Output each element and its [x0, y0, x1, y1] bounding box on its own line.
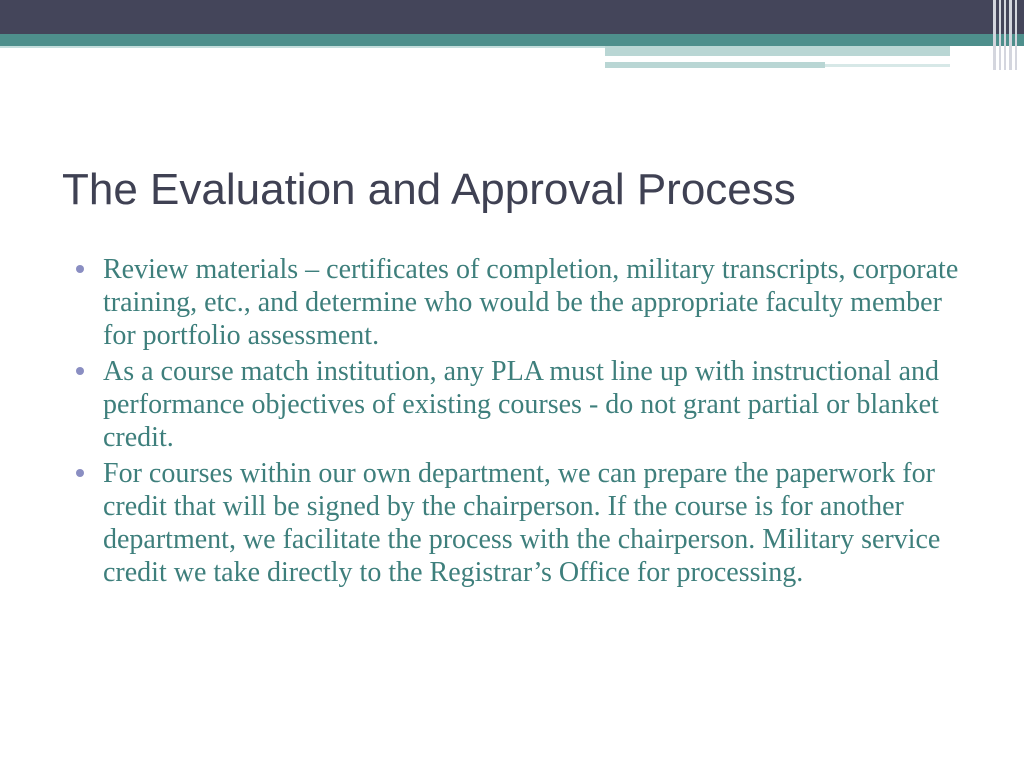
header-band-light — [605, 46, 950, 56]
bullet-item — [76, 457, 976, 589]
decorative-stripe — [993, 0, 996, 70]
bullet-list — [76, 253, 976, 592]
decorative-stripe — [1015, 0, 1017, 70]
header-band-dark — [0, 0, 1024, 34]
bullet-text: For courses within our own department, we can prepare the paperwork for credit that will be signed by the chairperson. If the course is for another department, we facilitate the process with the chairperson. Military service credit we take directly to the Registrar’s Office for processing. — [103, 458, 941, 588]
header-band-light — [825, 64, 950, 67]
slide-title: The Evaluation and Approval Process — [62, 165, 796, 214]
decorative-stripe — [999, 0, 1001, 70]
header-band-thin — [0, 46, 605, 48]
bullet-dot-icon — [76, 367, 84, 375]
bullet-dot-icon — [76, 469, 84, 477]
bullet-text: As a course match institution, any PLA must line up with instructional and performance objectives of existing courses - do not grant partial or blanket credit. — [103, 356, 940, 453]
bullet-dot-icon — [76, 265, 84, 273]
bullet-item — [76, 355, 976, 454]
decorative-stripe — [1004, 0, 1006, 70]
bullet-item — [76, 253, 976, 352]
header-band-teal — [0, 34, 1024, 46]
decorative-stripe — [1009, 0, 1012, 70]
header-band-light — [605, 62, 825, 68]
bullet-text: Review materials – certificates of completion, military transcripts, corporate training, etc., and determine who would be the appropriate faculty member for portfolio assessment. — [103, 254, 959, 351]
